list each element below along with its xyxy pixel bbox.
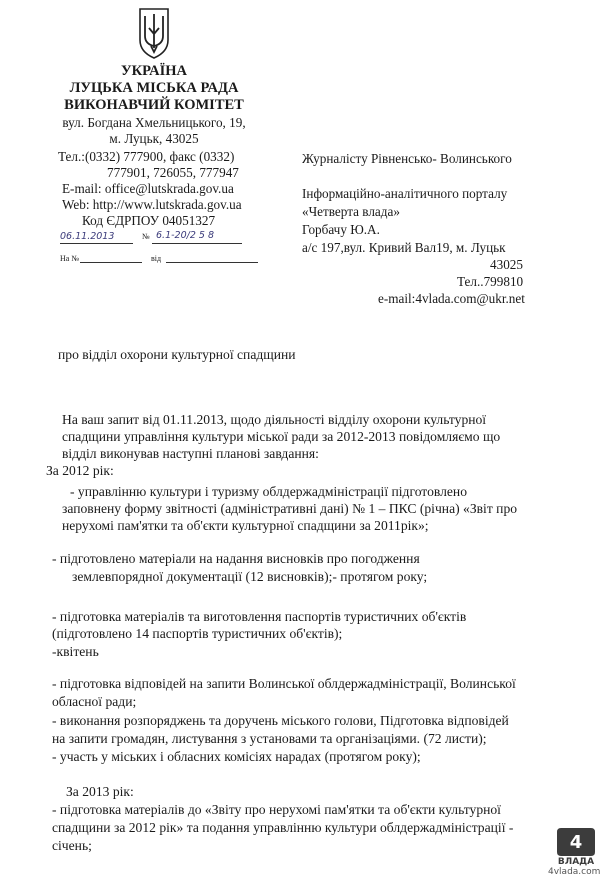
sender-address-street: вул. Богдана Хмельницького, 19, bbox=[62, 115, 246, 130]
item-3-line-1: - підготовка матеріалів та виготовлення паспортів туристичних об'єктів bbox=[52, 609, 467, 624]
body-paragraph-1-line-3: відділ виконував наступні планові завдання: bbox=[62, 446, 319, 461]
registration-number-label: № bbox=[142, 232, 150, 241]
item-4-line-2: обласної ради; bbox=[52, 694, 137, 709]
item-2-line-1: - підготовлено матеріали на надання висновків про погодження bbox=[52, 551, 420, 566]
sender-phone-line-2: 777901, 726055, 777947 bbox=[107, 165, 239, 180]
addressee-phone: Тел..799810 bbox=[457, 274, 524, 289]
reference-number-label: На № bbox=[60, 254, 79, 263]
addressee-line-1: Журналісту Рівненсько- Волинського bbox=[302, 151, 512, 166]
item-5-line-2: на запити громадян, листування з установами та організаціями. (72 листи); bbox=[52, 731, 487, 746]
addressee-name: Горбачу Ю.А. bbox=[302, 222, 380, 237]
watermark-number: 4 bbox=[569, 832, 583, 853]
watermark-site: 4vlada.com bbox=[548, 867, 600, 877]
reference-from-underline bbox=[166, 262, 258, 263]
item-2-line-2: землевпорядної документації (12 висновків);- протягом року; bbox=[72, 569, 428, 584]
item-1-line-1: - управлінню культури і туризму облдержадміністрації підготовлено bbox=[70, 484, 467, 499]
item-4-line-1: - підготовка відповідей на запити Волинської облдержадміністрації, Волинської bbox=[52, 676, 516, 691]
sender-website: Web: http://www.lutskrada.gov.ua bbox=[62, 197, 242, 212]
sender-edrpou-code: Код ЄДРПОУ 04051327 bbox=[82, 213, 216, 228]
item-1-line-3: нерухомі пам'ятки та об'єкти культурної спадщини за 2011рік»; bbox=[62, 518, 429, 533]
sender-phone-line-1: Тел.:(0332) 777900, факс (0332) bbox=[58, 149, 235, 164]
registration-number-underline bbox=[152, 243, 242, 244]
letter-subject: про відділ охорони культурної спадщини bbox=[58, 347, 296, 362]
item-5-line-1: - виконання розпоряджень та доручень міського голови, Підготовка відповідей bbox=[52, 713, 509, 728]
addressee-postcode: 43025 bbox=[490, 257, 523, 272]
registration-date-underline bbox=[60, 243, 133, 244]
addressee-email: e-mail:4vlada.com@ukr.net bbox=[378, 291, 525, 306]
addressee-line-2: Інформаційно-аналітичного порталу bbox=[302, 186, 508, 201]
committee-name: ВИКОНАВЧИЙ КОМІТЕТ bbox=[64, 97, 244, 113]
body-paragraph-1-line-1: На ваш запит від 01.11.2013, щодо діяльності відділу охорони культурної bbox=[62, 412, 487, 427]
country-name: УКРАЇНА bbox=[120, 63, 188, 79]
body-paragraph-1-line-2: спадщини управління культури міської ради за 2012-2013 повідомляємо що bbox=[62, 429, 501, 444]
item-6-line-1: - участь у міських і обласних комісіях нарадах (протягом року); bbox=[52, 749, 421, 764]
council-name: ЛУЦЬКА МІСЬКА РАДА bbox=[69, 80, 239, 96]
sender-email: E-mail: office@lutskrada.gov.ua bbox=[62, 181, 234, 196]
year-2012-heading: За 2012 рік: bbox=[46, 463, 114, 478]
reference-from-label: від bbox=[151, 254, 162, 263]
item-3-line-2: (підготовлено 14 паспортів туристичних об'єктів); bbox=[52, 626, 343, 641]
item-3-line-3: -квітень bbox=[52, 644, 99, 659]
year-2013-heading: За 2013 рік: bbox=[66, 784, 134, 799]
watermark-word: ВЛАДА bbox=[557, 857, 595, 866]
reference-number-underline bbox=[80, 262, 142, 263]
item-7-line-2: спадщини за 2012 рік» та подання управлінню культури облдержадміністрації - bbox=[52, 820, 514, 835]
registration-number: 6.1-20/2 5 8 bbox=[156, 230, 214, 241]
item-7-line-3: січень; bbox=[52, 838, 92, 853]
trident-emblem-icon bbox=[136, 6, 172, 60]
item-7-line-1: - підготовка матеріалів до «Звіту про нерухомі пам'ятки та об'єкти культурної bbox=[52, 802, 501, 817]
addressee-address: а/с 197,вул. Кривий Вал19, м. Луцьк bbox=[302, 240, 506, 255]
watermark-badge-icon bbox=[555, 826, 597, 866]
registration-date: 06.11.2013 bbox=[60, 231, 115, 242]
sender-address-city: м. Луцьк, 43025 bbox=[109, 131, 199, 146]
addressee-line-3: «Четверта влада» bbox=[302, 204, 400, 219]
item-1-line-2: заповнену форму звітності (адміністративні дані) № 1 – ПКС (річна) «Звіт про bbox=[62, 501, 518, 516]
